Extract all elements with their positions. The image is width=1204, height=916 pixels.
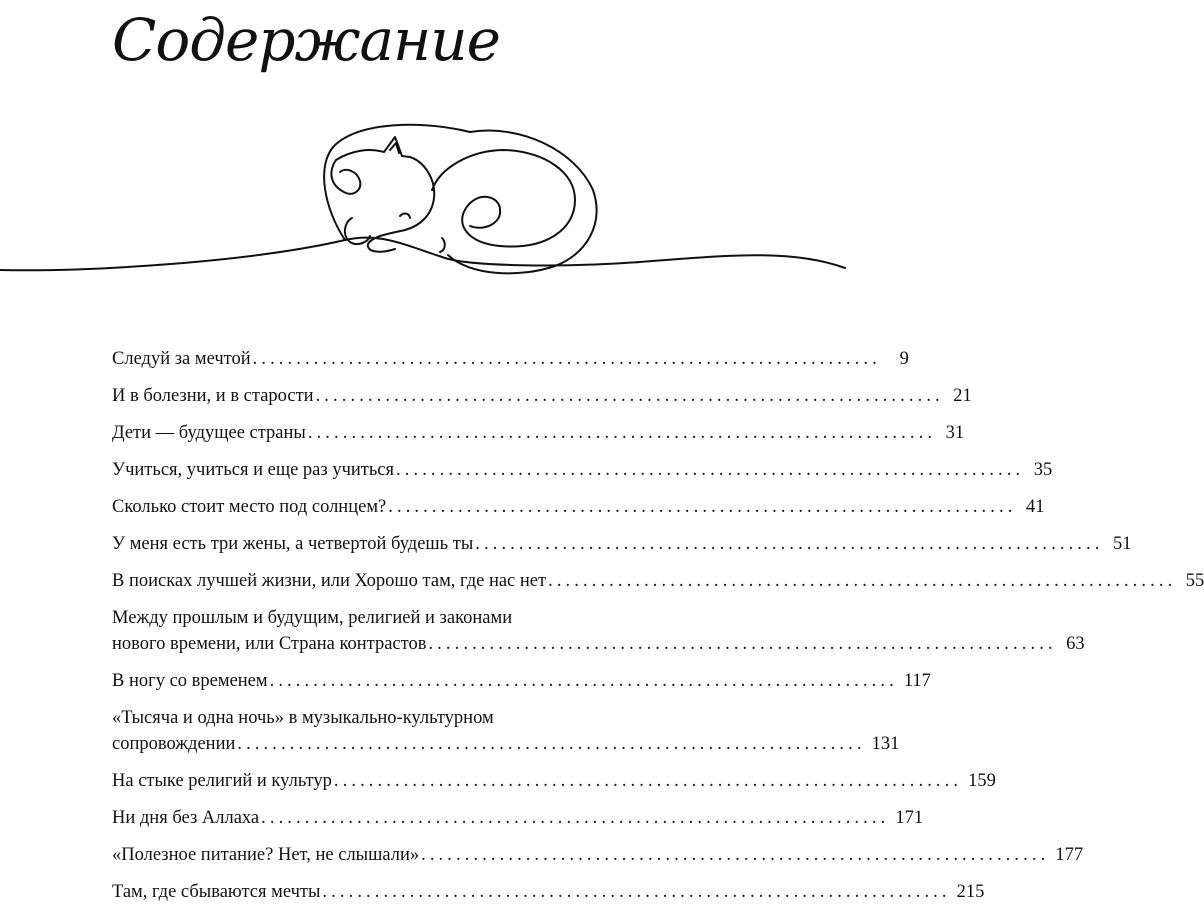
toc-page-number: 177 — [1055, 845, 1084, 865]
toc-entry[interactable] — [112, 346, 909, 372]
dot-leader: ........................................................................ — [548, 571, 1177, 591]
toc-entry-title: В поисках лучшей жизни, или Хорошо там, где нас нет — [112, 571, 547, 591]
toc-page-number: 63 — [1066, 634, 1085, 654]
toc-page-number: 9 — [899, 349, 909, 369]
toc-page-number: 21 — [953, 386, 972, 406]
toc-entry[interactable] — [112, 842, 1084, 868]
toc-entry[interactable] — [112, 568, 1204, 594]
sleeping-cat-line-illustration — [0, 110, 845, 290]
toc-page-number: 117 — [903, 671, 931, 691]
toc-entry-title: В ногу со временем — [112, 671, 268, 691]
toc-entry[interactable] — [112, 383, 972, 409]
toc-page-number: 41 — [1025, 497, 1045, 517]
dot-leader: ........................................................................ — [396, 460, 1025, 480]
toc-entry[interactable] — [112, 457, 1053, 483]
toc-page-number: 159 — [968, 771, 996, 791]
toc-entry-title: Дети — будущее страны — [112, 423, 306, 443]
toc-entry-title: Ни дня без Аллаха — [112, 808, 260, 828]
toc-entry-title: У меня есть три жены, а четвертой будешь ты — [112, 534, 474, 554]
toc-entry[interactable] — [112, 879, 985, 905]
toc-page-number: 51 — [1112, 534, 1132, 554]
toc-entry[interactable] — [112, 531, 1132, 557]
toc-entry[interactable] — [112, 605, 1085, 657]
toc-entry-title: нового времени, или Страна контрастов — [112, 634, 427, 654]
toc-entry-title: Там, где сбываются мечты — [112, 882, 321, 902]
toc-entry[interactable] — [112, 494, 1045, 520]
table-of-contents — [112, 346, 1204, 916]
toc-entry-title-line: Между прошлым и будущим, религией и законами — [112, 608, 513, 628]
toc-entry-title-line: «Тысяча и одна ночь» в музыкально-культурном — [112, 708, 494, 728]
dot-leader: ........................................................................ — [428, 634, 1057, 654]
toc-entry[interactable] — [112, 768, 996, 794]
dot-leader: ........................................................................ — [322, 882, 951, 902]
dot-leader: ........................................................................ — [388, 497, 1017, 517]
toc-page-number: 31 — [945, 423, 965, 443]
toc-entry[interactable] — [112, 705, 900, 757]
page-title: Содержание — [112, 6, 500, 74]
dot-leader: ........................................................................ — [261, 808, 890, 828]
dot-leader: ........................................................................ — [307, 423, 937, 443]
toc-entry[interactable] — [112, 805, 924, 831]
toc-entry-title: Следуй за мечтой — [112, 349, 251, 369]
toc-page-number: 131 — [871, 734, 900, 754]
dot-leader: ........................................................................ — [237, 734, 866, 754]
dot-leader: ........................................................................ — [269, 671, 898, 691]
toc-entry-title: И в болезни, и в старости — [112, 386, 314, 406]
toc-page-number: 35 — [1033, 460, 1053, 480]
dot-leader: ........................................................................ — [315, 386, 944, 406]
toc-entry[interactable] — [112, 420, 965, 446]
dot-leader: ........................................................................ — [475, 534, 1104, 554]
toc-entry-title: сопровождении — [112, 734, 236, 754]
toc-entry-title: Учиться, учиться и еще раз учиться — [112, 460, 395, 480]
dot-leader: ........................................................................ — [252, 349, 881, 369]
dot-leader: ........................................................................ — [333, 771, 963, 791]
toc-entry-title: «Полезное питание? Нет, не слышали» — [112, 845, 420, 865]
dot-leader: ........................................................................ — [421, 845, 1050, 865]
toc-page-number: 215 — [956, 882, 985, 902]
toc-entry[interactable] — [112, 668, 931, 694]
toc-page-number: 171 — [895, 808, 924, 828]
toc-page-number: 55 — [1185, 571, 1204, 591]
toc-entry-title: Сколько стоит место под солнцем? — [112, 497, 387, 517]
toc-entry-title: На стыке религий и культур — [112, 771, 332, 791]
